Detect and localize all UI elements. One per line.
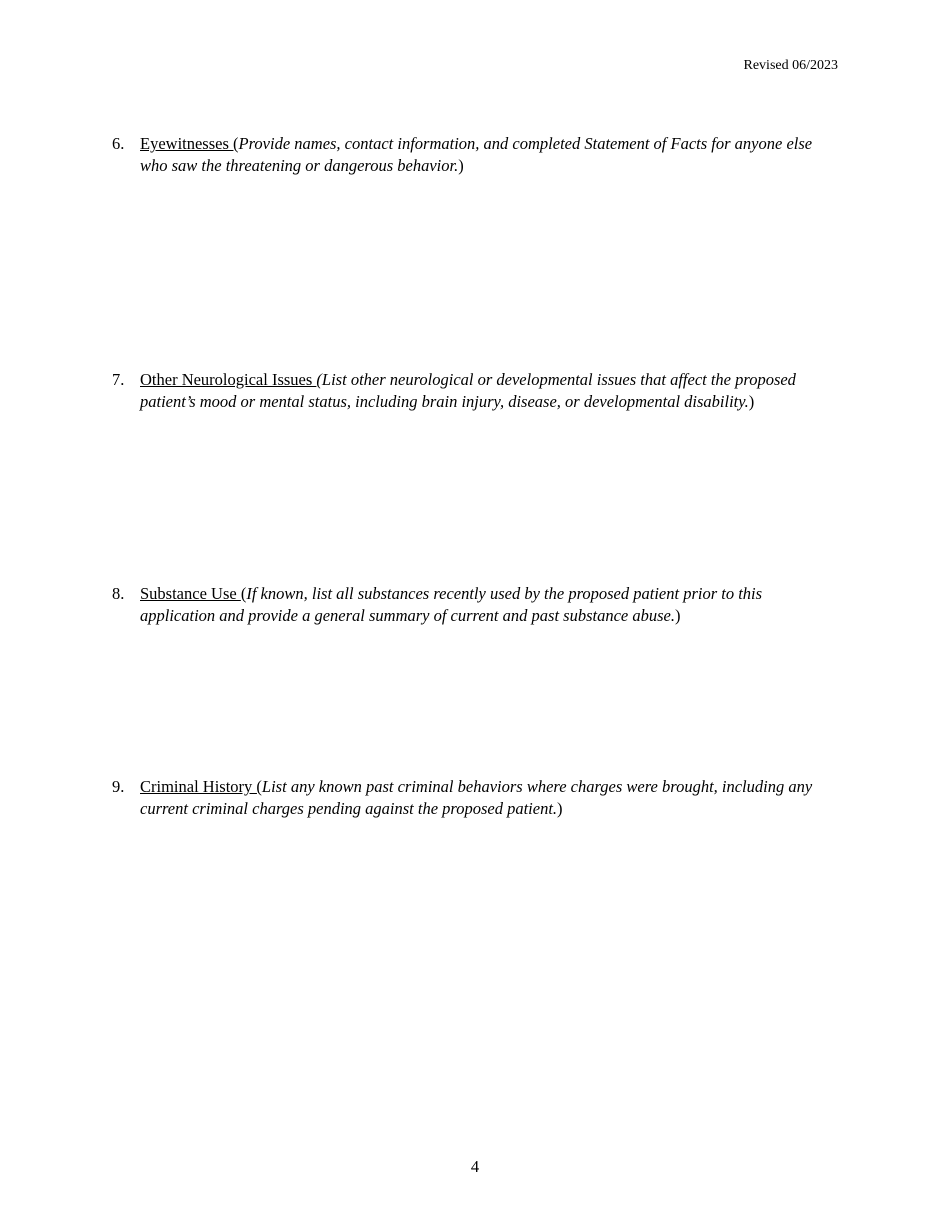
- item-instruction: List any known past criminal behaviors where charges were brought, including any current criminal charges pending against the proposed patient.: [140, 777, 813, 818]
- item-text: [140, 776, 834, 819]
- item-close-paren: ): [458, 155, 464, 175]
- item-criminal-history: [112, 776, 834, 819]
- item-number: 9.: [112, 777, 125, 796]
- item-heading: Eyewitnesses: [140, 134, 234, 153]
- item-close-paren: ): [748, 391, 755, 411]
- item-eyewitnesses: [112, 133, 834, 176]
- item-instruction: Provide names, contact information, and completed Statement of Facts for anyone else who saw the threatening or dangerous behavior.: [140, 134, 813, 175]
- item-heading: Substance Use: [140, 584, 241, 603]
- item-close-paren: ): [674, 605, 681, 625]
- item-instruction: If known, list all substances recently used by the proposed patient prior to this application and provide a general summary of current and past substance abuse.: [140, 584, 763, 625]
- revised-date: Revised 06/2023: [743, 58, 838, 73]
- item-text: [140, 583, 834, 626]
- item-open-paren: (: [256, 777, 262, 796]
- item-text: [140, 369, 834, 412]
- item-instruction: List other neurological or developmental issues that affect the proposed patient’s mood or mental status, including brain injury, disease, or developmental disability.: [140, 370, 796, 411]
- item-close-paren: ): [557, 798, 563, 818]
- item-open-paren: (: [233, 134, 239, 153]
- item-open-paren: (: [240, 584, 247, 603]
- page-number: 4: [470, 1157, 480, 1176]
- item-number: 8.: [112, 584, 125, 603]
- item-heading: Other Neurological Issues: [140, 370, 317, 389]
- item-substance-use: [112, 583, 834, 626]
- item-number: 6.: [112, 134, 125, 153]
- item-heading: Criminal History: [140, 777, 257, 796]
- item-open-paren: (: [316, 370, 322, 389]
- item-text: [140, 133, 834, 176]
- item-number: 7.: [112, 370, 125, 389]
- item-other-neurological-issues: [112, 369, 834, 412]
